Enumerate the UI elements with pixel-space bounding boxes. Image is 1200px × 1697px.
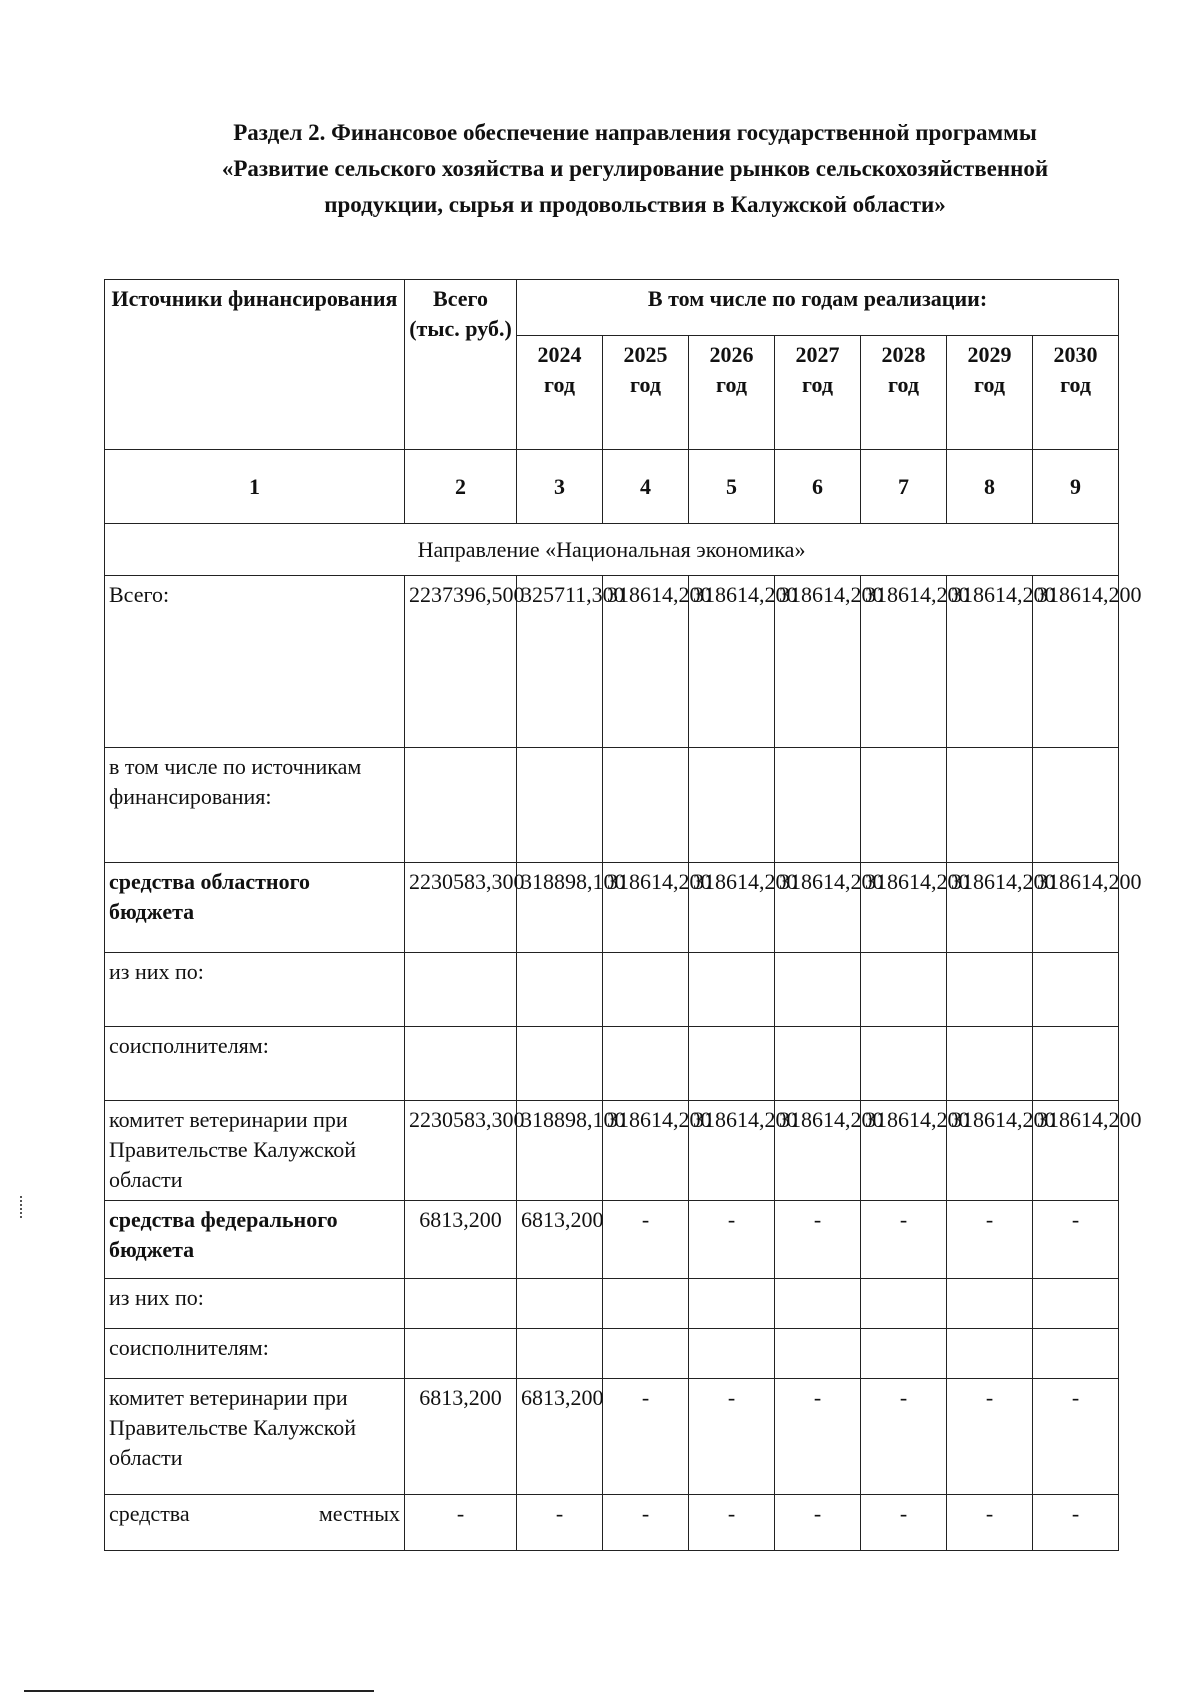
section-title: [150, 115, 1120, 223]
title-line-2: «Развитие сельского хозяйства и регулирование рынков сельскохозяйственной: [221, 156, 1049, 181]
cell-value: 318614,200: [861, 863, 947, 953]
row-label: Всего:: [105, 576, 405, 748]
cell-value: -: [603, 1379, 689, 1495]
cell-value: -: [689, 1201, 775, 1279]
cell-value: -: [1033, 1495, 1119, 1551]
col-number: 8: [947, 450, 1033, 524]
cell-value: -: [947, 1495, 1033, 1551]
table-row: [105, 1101, 1119, 1201]
cell-value: -: [861, 1379, 947, 1495]
header-year: 2030 год: [1033, 336, 1119, 450]
cell-value: 318614,200: [775, 576, 861, 748]
row-label: в том числе по источникам финансирования:: [105, 748, 405, 863]
cell-value: 325711,300: [517, 576, 603, 748]
cell-value: -: [861, 1495, 947, 1551]
cell-value: 2230583,300: [405, 1101, 517, 1201]
header-by-years: В том числе по годам реализации:: [517, 280, 1119, 336]
cell-value: -: [947, 1379, 1033, 1495]
cell-value: 318614,200: [1033, 863, 1119, 953]
cell-value: 318614,200: [1033, 576, 1119, 748]
row-label: соисполнителям:: [105, 1027, 405, 1101]
table-row: [105, 1329, 1119, 1379]
col-number: 9: [1033, 450, 1119, 524]
cell-value: 318614,200: [775, 863, 861, 953]
col-number: 1: [105, 450, 405, 524]
table-row: [105, 748, 1119, 863]
row-label: из них по:: [105, 1279, 405, 1329]
cell-value: -: [1033, 1201, 1119, 1279]
cell-value: 318614,200: [689, 863, 775, 953]
cell-value: 318614,200: [603, 863, 689, 953]
cell-value: -: [775, 1495, 861, 1551]
cell-value: 318614,200: [861, 576, 947, 748]
table-row: [105, 953, 1119, 1027]
cell-value: -: [689, 1495, 775, 1551]
cell-value: 318614,200: [603, 1101, 689, 1201]
cell-value: 318614,200: [947, 1101, 1033, 1201]
cell-value: -: [689, 1379, 775, 1495]
row-label: средства областного бюджета: [105, 863, 405, 953]
cell-value: -: [775, 1201, 861, 1279]
row-label: из них по:: [105, 953, 405, 1027]
table-row: [105, 1279, 1119, 1329]
footnote-rule: [24, 1690, 374, 1692]
col-number: 6: [775, 450, 861, 524]
cell-value: 6813,200: [405, 1379, 517, 1495]
cell-value: -: [603, 1201, 689, 1279]
cell-value: 6813,200: [517, 1379, 603, 1495]
row-label: комитет ветеринарии при Правительстве Калужской области: [105, 1101, 405, 1201]
header-year: 2024 год: [517, 336, 603, 450]
cell-value: 318614,200: [947, 576, 1033, 748]
row-label: соисполнителям:: [105, 1329, 405, 1379]
table-row: [105, 576, 1119, 748]
cell-value: 318614,200: [689, 576, 775, 748]
cell-value: 318614,200: [1033, 1101, 1119, 1201]
cell-value: -: [405, 1495, 517, 1551]
cell-value: -: [947, 1201, 1033, 1279]
header-total: Всего (тыс. руб.): [405, 280, 517, 450]
header-year: 2026 год: [689, 336, 775, 450]
title-line-1: Раздел 2. Финансовое обеспечение направления государственной программы: [233, 120, 1037, 145]
cell-value: -: [517, 1495, 603, 1551]
cell-value: 318614,200: [861, 1101, 947, 1201]
row-label: комитет ветеринарии при Правительстве Калужской области: [105, 1379, 405, 1495]
cell-value: 318614,200: [947, 863, 1033, 953]
cell-value: 318614,200: [775, 1101, 861, 1201]
cell-value: 318898,100: [517, 863, 603, 953]
header-year: 2029 год: [947, 336, 1033, 450]
cell-value: 318614,200: [689, 1101, 775, 1201]
row-label-right: местных: [318, 1501, 400, 1526]
col-number: 4: [603, 450, 689, 524]
table-row: [105, 1201, 1119, 1279]
header-sources: Источники финансирования: [105, 280, 405, 450]
cell-value: -: [1033, 1379, 1119, 1495]
row-label: [105, 1495, 405, 1551]
col-number: 3: [517, 450, 603, 524]
title-line-3: продукции, сырья и продовольствия в Калужской области»: [324, 192, 946, 217]
table-row: [105, 1379, 1119, 1495]
cell-value: 6813,200: [405, 1201, 517, 1279]
header-year: 2027 год: [775, 336, 861, 450]
col-number: 7: [861, 450, 947, 524]
cell-value: -: [861, 1201, 947, 1279]
row-label-left: средства: [109, 1501, 190, 1526]
cell-value: 2230583,300: [405, 863, 517, 953]
table-row: [105, 863, 1119, 953]
cell-value: -: [775, 1379, 861, 1495]
financing-table: [104, 279, 1142, 1551]
col-number: 2: [405, 450, 517, 524]
cell-value: -: [603, 1495, 689, 1551]
table-row: [105, 1495, 1119, 1551]
scan-mark: [20, 1196, 24, 1218]
cell-value: 2237396,500: [405, 576, 517, 748]
cell-value: 318898,100: [517, 1101, 603, 1201]
cell-value: 6813,200: [517, 1201, 603, 1279]
header-year: 2028 год: [861, 336, 947, 450]
cell-value: 318614,200: [603, 576, 689, 748]
row-label: средства федерального бюджета: [105, 1201, 405, 1279]
col-number: 5: [689, 450, 775, 524]
table-row: [105, 1027, 1119, 1101]
section-heading: Направление «Национальная экономика»: [105, 524, 1119, 576]
header-year: 2025 год: [603, 336, 689, 450]
